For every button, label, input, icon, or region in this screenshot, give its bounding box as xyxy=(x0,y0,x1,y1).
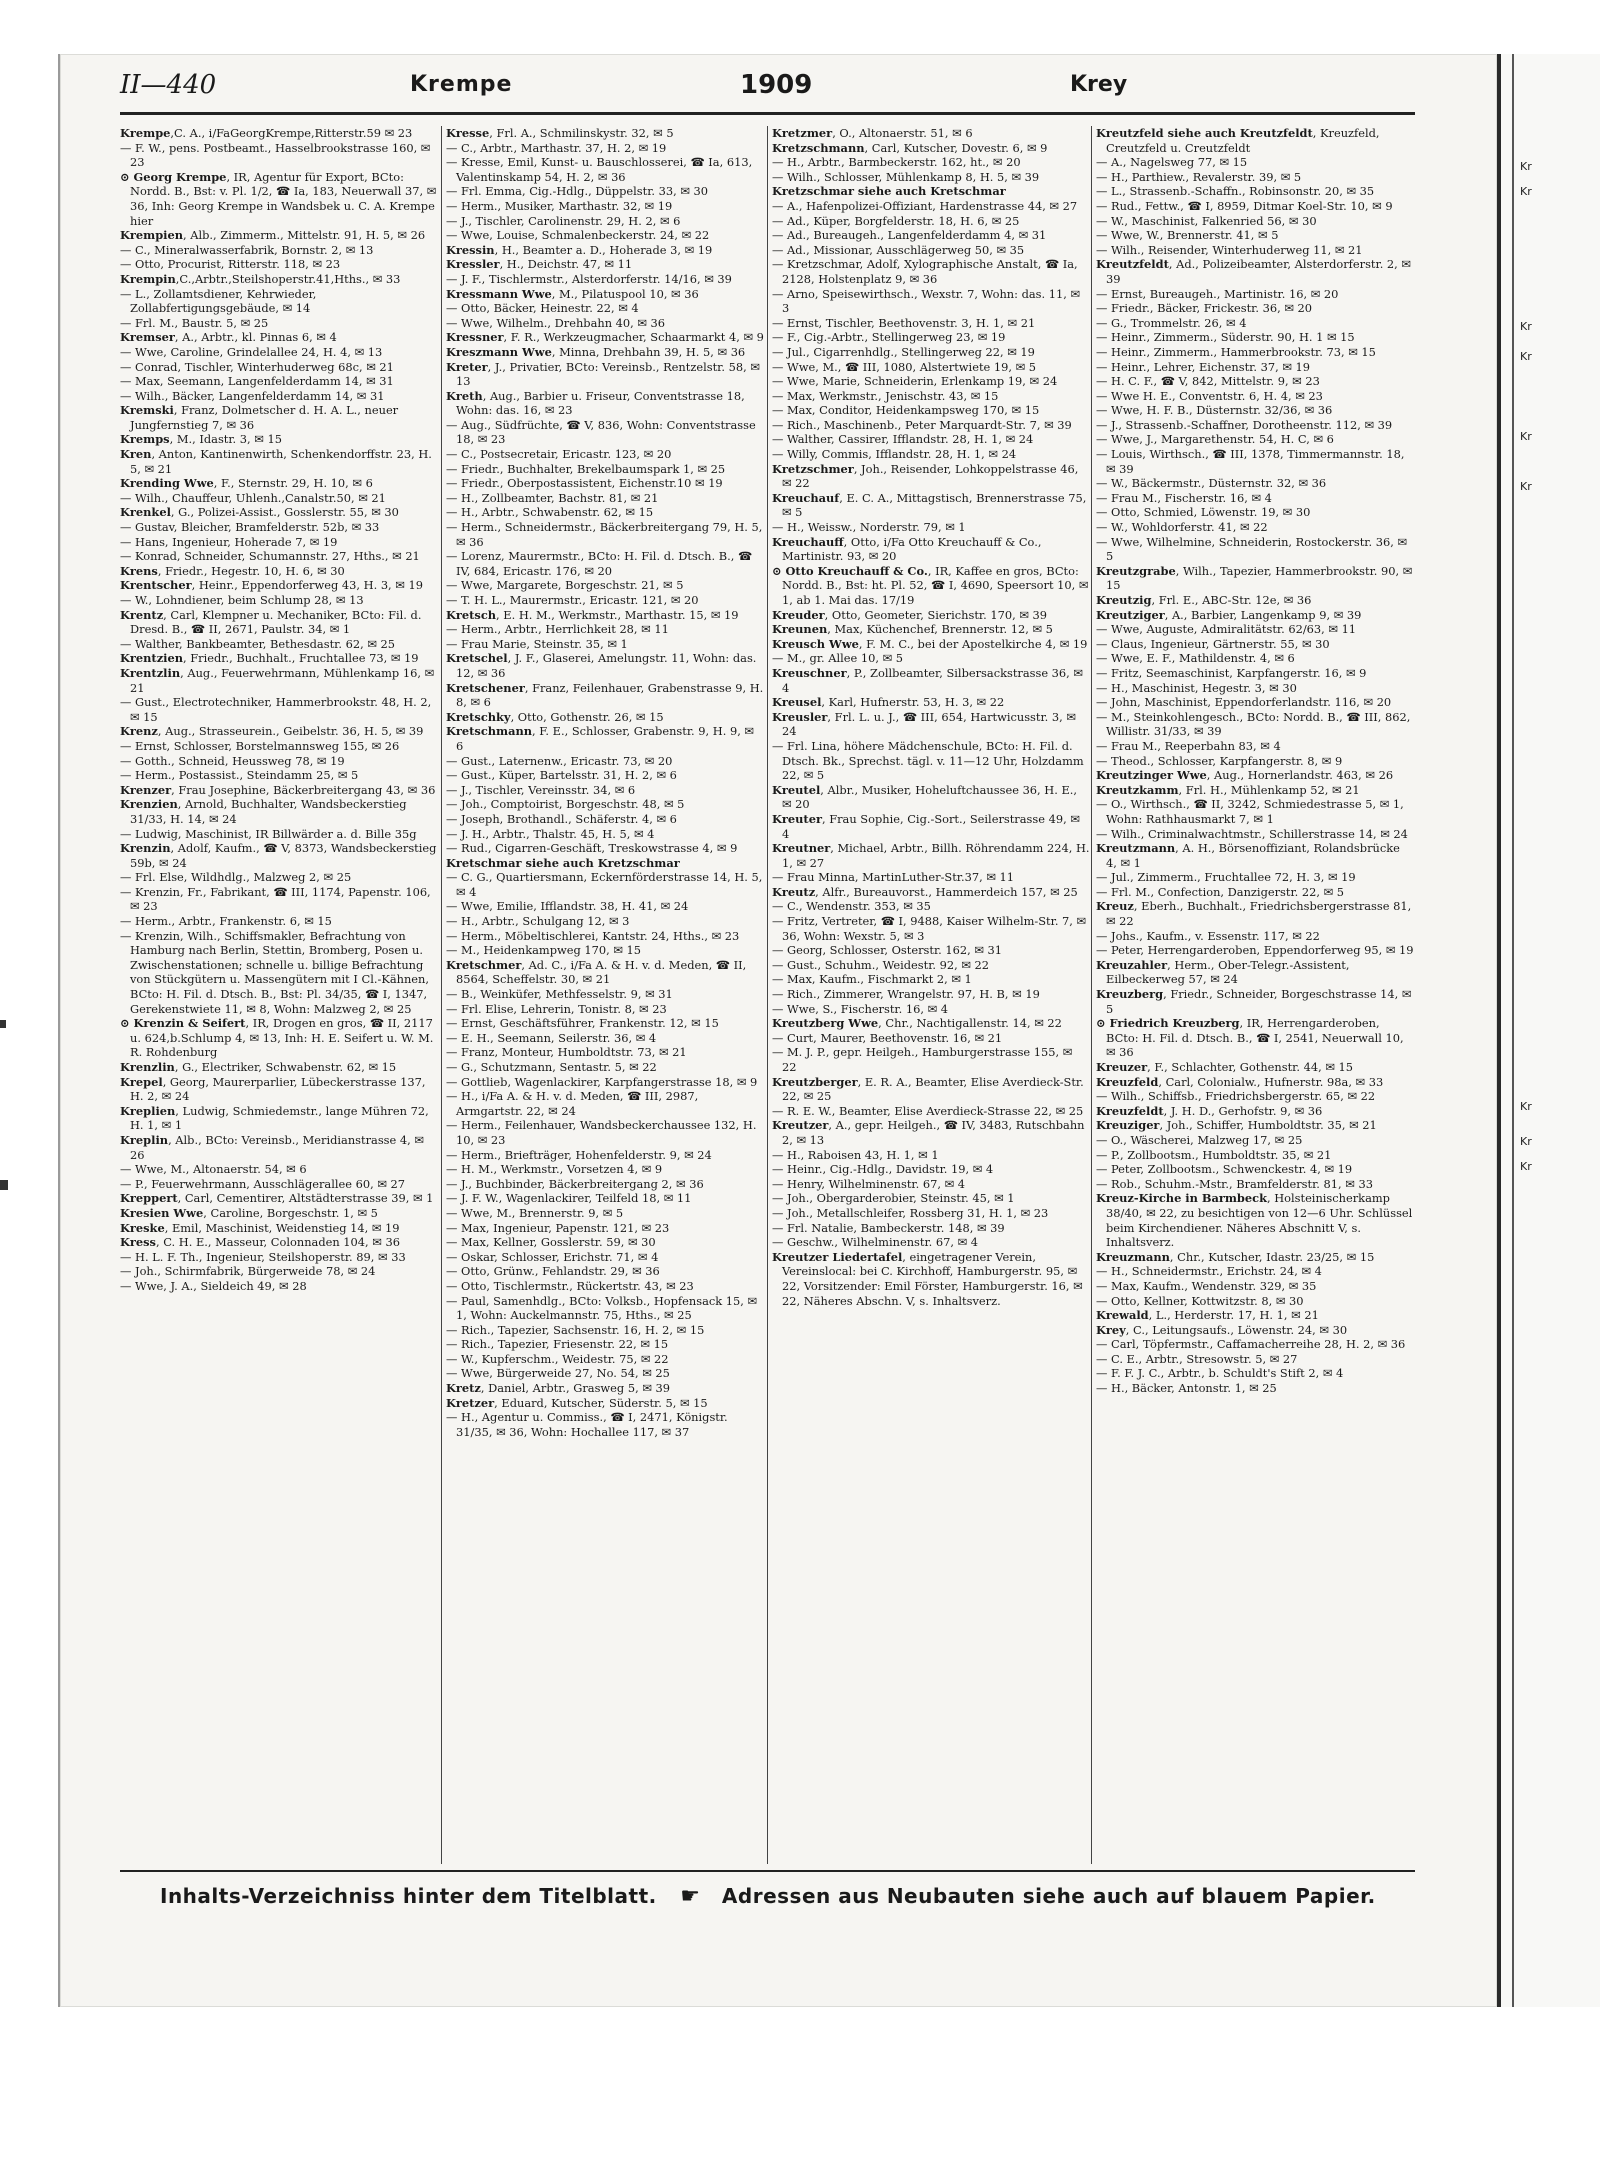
directory-entry: — H. C. F., ☎ V, 842, Mittelstr. 9, ✉ 23 xyxy=(1096,374,1320,389)
directory-entry: — Herm., Briefträger, Hohenfelderstr. 9, ✉ 24 xyxy=(446,1147,712,1162)
directory-entry: Kreuder, Otto, Geometer, Sierichstr. 170, ✉ 39 xyxy=(772,607,1047,622)
directory-entry: — M., gr. Allee 10, ✉ 5 xyxy=(772,651,904,666)
directory-entry: — Gotth., Schneid, Heussweg 78, ✉ 19 xyxy=(120,753,345,768)
directory-entry: — Friedr., Bäcker, Frickestr. 36, ✉ 20 xyxy=(1096,301,1312,316)
directory-entry: — Herm., Postassist., Steindamm 25, ✉ 5 xyxy=(120,768,359,783)
directory-entry: — Frl. Lina, höhere Mädchenschule, BCto: H. Fil. d. Dtsch. Bk., Sprechst. tägl. v. 11—12 Uhr, Holzdamm 22, ✉ 5 xyxy=(772,738,1084,783)
directory-entry: — Wilh., Schlosser, Mühlenkamp 8, H. 5, ✉ 39 xyxy=(772,169,1040,184)
directory-entry: — M., Steinkohlengesch., BCto: Nordd. B., ☎ III, 862, Willistr. 31/33, ✉ 39 xyxy=(1096,709,1411,739)
directory-entry: Krentz, Carl, Klempner u. Mechaniker, BCto: Fil. d. Dresd. B., ☎ II, 2671, Paulstr. 34, ✉ 1 xyxy=(120,607,422,637)
directory-entry: — Wwe, Bürgerweide 27, No. 54, ✉ 25 xyxy=(446,1366,670,1381)
directory-entry: — C., Wendenstr. 353, ✉ 35 xyxy=(772,899,931,914)
directory-entry: Kreutzer Liedertafel, eingetragener Verein, Vereinslocal: bei C. Kirchhoff, Hamburgerstr. 95, ✉ 22, Vorsitzender: Emil Förster, Hamburgerstr. 16, ✉ 22, Näheres Abschn. V, s. Inhaltsverz. xyxy=(772,1249,1083,1308)
directory-entry: Kreppert, Carl, Cementirer, Altstädterstrasse 39, ✉ 1 xyxy=(120,1191,434,1206)
directory-entry: — C. G., Quartiersmann, Eckernförderstrasse 14, H. 5, ✉ 4 xyxy=(446,870,763,899)
directory-entry: — Theod., Schlosser, Karpfangerstr. 8, ✉ 9 xyxy=(1096,753,1343,768)
page-fold-line xyxy=(1512,54,1514,2007)
directory-entry: Kreuz-Kirche in Barmbeck, Holsteinischerkamp 38/40, ✉ 22, zu besichtigen von 12—6 Uhr. Schlüssel beim Kirchendiener. Näheres Abschnitt V, s. Inhaltsverz. xyxy=(1096,1191,1413,1250)
directory-entry: ⊙ Friedrich Kreuzberg, IR, Herrengarderoben, BCto: H. Fil. d. Dtsch. B., ☎ I, 2541, Neuerwall 10, ✉ 36 xyxy=(1096,1016,1404,1060)
directory-entry: — Geschw., Wilhelminenstr. 67, ✉ 4 xyxy=(772,1235,979,1250)
directory-entry: — Gustav, Bleicher, Bramfelderstr. 52b, ✉ 33 xyxy=(120,520,380,535)
directory-entry: — Max, Kellner, Gosslerstr. 59, ✉ 30 xyxy=(446,1235,656,1250)
column-divider xyxy=(441,126,442,1864)
directory-entry: — Ad., Missionar, Ausschlägerweg 50, ✉ 35 xyxy=(772,242,1025,257)
directory-entry: Krentzien, Friedr., Buchhalt., Fruchtallee 73, ✉ 19 xyxy=(120,651,419,666)
directory-entry: — Ernst, Tischler, Beethovenstr. 3, H. 1, ✉ 21 xyxy=(772,315,1036,330)
directory-entry: — W., Wohldorferstr. 41, ✉ 22 xyxy=(1096,520,1268,535)
directory-entry: — Wilh., Chauffeur, Uhlenh.,Canalstr.50, ✉ 21 xyxy=(120,490,386,505)
directory-entry: — John, Maschinist, Eppendorferlandstr. 116, ✉ 20 xyxy=(1096,695,1392,710)
directory-entry: — P., Feuerwehrmann, Ausschlägerallee 60, ✉ 27 xyxy=(120,1176,406,1191)
edge-fragment: Kr xyxy=(1520,1160,1532,1173)
directory-entry: — Gust., Küper, Bartelsstr. 31, H. 2, ✉ 6 xyxy=(446,768,677,783)
directory-entry: — Otto, Grünw., Fehlandstr. 29, ✉ 36 xyxy=(446,1264,660,1279)
edge-fragment: Kr xyxy=(1520,1100,1532,1113)
directory-entry: Krenzlin, G., Electriker, Schwabenstr. 62, ✉ 15 xyxy=(120,1060,397,1074)
directory-entry: — Paul, Samenhdlg., BCto: Volksb., Hopfensack 15, ✉ 1, Wohn: Auckelmannstr. 75, Hths., ✉ 25 xyxy=(446,1293,758,1323)
directory-entry: — Ad., Küper, Borgfelderstr. 18, H. 6, ✉ 25 xyxy=(772,213,1020,228)
directory-entry: Kretschky, Otto, Gothenstr. 26, ✉ 15 xyxy=(446,709,664,724)
directory-entry: — M. J. P., gepr. Heilgeh., Hamburgerstrasse 155, ✉ 22 xyxy=(772,1045,1073,1074)
directory-entry: Kreuchauf, E. C. A., Mittagstisch, Brennerstrasse 75, ✉ 5 xyxy=(772,490,1087,520)
directory-entry: — Otto, Bäcker, Heinestr. 22, ✉ 4 xyxy=(446,301,639,316)
directory-entry: — Frl. Else, Wildhdlg., Malzweg 2, ✉ 25 xyxy=(120,870,352,885)
directory-entry: Kreutziger, A., Barbier, Langenkamp 9, ✉ 39 xyxy=(1096,607,1362,622)
directory-entry: — Joseph, Brothandl., Schäferstr. 4, ✉ 6 xyxy=(446,811,677,826)
directory-entry: — Otto, Kellner, Kottwitzstr. 8, ✉ 30 xyxy=(1096,1293,1304,1308)
directory-entry: — J., Tischler, Vereinsstr. 34, ✉ 6 xyxy=(446,782,636,797)
directory-entry: Kresse, Frl. A., Schmilinskystr. 32, ✉ 5 xyxy=(446,126,674,140)
directory-entry: Kreske, Emil, Maschinist, Weidenstieg 14, ✉ 19 xyxy=(120,1220,400,1235)
directory-entry: Krending Wwe, F., Sternstr. 29, H. 10, ✉ 6 xyxy=(120,476,373,491)
directory-entry: — Rud., Fettw., ☎ I, 8959, Ditmar Koel-Str. 10, ✉ 9 xyxy=(1096,198,1393,213)
edge-fragment: Kr xyxy=(1520,430,1532,443)
directory-entry: Kretzschmann, Carl, Kutscher, Dovestr. 6, ✉ 9 xyxy=(772,140,1048,155)
directory-entry: — Wwe, Emilie, Ifflandstr. 38, H. 41, ✉ 24 xyxy=(446,899,689,914)
directory-entry: — H. L. F. Th., Ingenieur, Steilshoperstr. 89, ✉ 33 xyxy=(120,1249,406,1264)
directory-column-2 xyxy=(446,126,764,1866)
edge-fragment: Kr xyxy=(1520,350,1532,363)
directory-entry: Krenkel, G., Polizei-Assist., Gosslerstr. 55, ✉ 30 xyxy=(120,505,399,520)
directory-entry: — Jul., Zimmerm., Fruchtallee 72, H. 3, ✉ 19 xyxy=(1096,870,1356,885)
directory-entry: — H., Arbtr., Schulgang 12, ✉ 3 xyxy=(446,914,630,929)
directory-entry: — L., Zollamtsdiener, Kehrwieder, Zollabfertigungsgebäude, ✉ 14 xyxy=(120,286,317,316)
directory-entry: Kretzschmar siehe auch Kretschmar xyxy=(772,184,1006,199)
directory-entry: Kretsch, E. H. M., Werkmstr., Marthastr. 15, ✉ 19 xyxy=(446,607,739,622)
directory-entry: — Fritz, Seemaschinist, Karpfangerstr. 16, ✉ 9 xyxy=(1096,665,1367,680)
directory-entry: Kreutzmann, A. H., Börsenoffiziant, Rolandsbrücke 4, ✉ 1 xyxy=(1096,841,1400,870)
directory-entry: — Gust., Laternenw., Ericastr. 73, ✉ 20 xyxy=(446,753,673,768)
directory-entry: — Frl. Elise, Lehrerin, Tonistr. 8, ✉ 23 xyxy=(446,1001,667,1016)
directory-entry: — Frau M., Fischerstr. 16, ✉ 4 xyxy=(1096,490,1272,505)
directory-entry: Kressin, H., Beamter a. D., Hoherade 3, ✉ 19 xyxy=(446,242,713,257)
directory-entry: — G., Schutzmann, Sentastr. 5, ✉ 22 xyxy=(446,1060,657,1074)
directory-entry: — Georg, Schlosser, Osterstr. 162, ✉ 31 xyxy=(772,943,1003,958)
directory-entry: — Herm., Arbtr., Herrlichkeit 28, ✉ 11 xyxy=(446,622,669,637)
directory-entry: Krens, Friedr., Hegestr. 10, H. 6, ✉ 30 xyxy=(120,563,345,578)
directory-entry: — Hans, Ingenieur, Hoherade 7, ✉ 19 xyxy=(120,534,338,549)
directory-entry: Kreth, Aug., Barbier u. Friseur, Conventstrasse 18, Wohn: das. 16, ✉ 23 xyxy=(446,388,745,418)
pointing-hand-icon: ☛ xyxy=(680,1884,701,1909)
directory-entry: — Joh., Comptoirist, Borgeschstr. 48, ✉ 5 xyxy=(446,797,685,812)
directory-entry: — H., Parthiew., Revalerstr. 39, ✉ 5 xyxy=(1096,169,1302,184)
directory-entry: — Wwe, Caroline, Grindelallee 24, H. 4, ✉ 13 xyxy=(120,344,383,359)
directory-entry: — H., Raboisen 43, H. 1, ✉ 1 xyxy=(772,1147,939,1162)
directory-entry: — H., i/Fa A. & H. v. d. Meden, ☎ III, 2987, Armgartstr. 22, ✉ 24 xyxy=(446,1089,699,1118)
footer-rule xyxy=(120,1870,1415,1872)
directory-entry: — Peter, Zollbootsm., Schwenckestr. 4, ✉ 19 xyxy=(1096,1162,1353,1177)
directory-entry: Kreusler, Frl. L. u. J., ☎ III, 654, Hartwicusstr. 3, ✉ 24 xyxy=(772,709,1076,739)
directory-entry: — Joh., Obergarderobier, Steinstr. 45, ✉ 1 xyxy=(772,1191,1015,1206)
directory-entry: Kressler, H., Deichstr. 47, ✉ 11 xyxy=(446,257,633,272)
directory-entry: Kressmann Wwe, M., Pilatuspool 10, ✉ 36 xyxy=(446,286,699,301)
directory-entry: — Lorenz, Maurermstr., BCto: H. Fil. d. Dtsch. B., ☎ IV, 684, Ericastr. 176, ✉ 20 xyxy=(446,549,753,578)
directory-entry: Kremski, Franz, Dolmetscher d. H. A. L., neuer Jungfernstieg 7, ✉ 36 xyxy=(120,403,399,432)
directory-entry: — P., Zollbootsm., Humboldtstr. 35, ✉ 21 xyxy=(1096,1147,1332,1162)
directory-entry: — Walther, Cassirer, Ifflandstr. 28, H. 1, ✉ 24 xyxy=(772,432,1034,447)
edge-fragment: Kr xyxy=(1520,185,1532,198)
directory-entry: — Rich., Maschinenb., Peter Marquardt-Str. 7, ✉ 39 xyxy=(772,417,1072,432)
directory-entry: — Ad., Bureaugeh., Langenfelderdamm 4, ✉ 31 xyxy=(772,228,1047,243)
directory-entry: — F. W., pens. Postbeamt., Hasselbrookstrasse 160, ✉ 23 xyxy=(120,140,431,170)
directory-entry: Kreutner, Michael, Arbtr., Billh. Röhrendamm 224, H. 1, ✉ 27 xyxy=(772,841,1090,870)
directory-entry: — Krenzin, Fr., Fabrikant, ☎ III, 1174, Papenstr. 106, ✉ 23 xyxy=(120,884,431,914)
margin-mark xyxy=(0,1180,8,1190)
directory-entry: — Johs., Kaufm., v. Essenstr. 117, ✉ 22 xyxy=(1096,928,1320,943)
directory-entry: — Herm., Möbeltischlerei, Kantstr. 24, Hths., ✉ 23 xyxy=(446,928,740,943)
directory-entry: — Kresse, Emil, Kunst- u. Bauschlosserei, ☎ Ia, 613, Valentinskamp 54, H. 2, ✉ 36 xyxy=(446,155,753,184)
directory-entry: — Otto, Procurist, Ritterstr. 118, ✉ 23 xyxy=(120,257,341,272)
directory-entry: — Gust., Schuhm., Weidestr. 92, ✉ 22 xyxy=(772,957,990,972)
header-year: 1909 xyxy=(740,70,813,100)
header-first-word: Krempe xyxy=(410,72,513,97)
directory-entry: — Peter, Herrengarderoben, Eppendorferweg 95, ✉ 19 xyxy=(1096,943,1414,958)
directory-entry: — Max, Kaufm., Wendenstr. 329, ✉ 35 xyxy=(1096,1278,1317,1293)
directory-entry: Kretschener, Franz, Feilenhauer, Grabenstrasse 9, H. 8, ✉ 6 xyxy=(446,680,764,710)
directory-entry: — Frl. M., Baustr. 5, ✉ 25 xyxy=(120,315,269,330)
directory-entry: — Oskar, Schlosser, Erichstr. 71, ✉ 4 xyxy=(446,1249,659,1264)
directory-entry: — T. H. L., Maurermstr., Ericastr. 121, ✉ 20 xyxy=(446,593,699,607)
directory-entry: Kreutzfeld siehe auch Kreutzfeldt, Kreuzfeld, Creutzfeld u. Creutzfeldt xyxy=(1096,126,1380,155)
directory-entry: — H., Arbtr., Barmbeckerstr. 162, ht., ✉ 20 xyxy=(772,155,1021,170)
directory-entry: Kreuschner, P., Zollbeamter, Silbersackstrasse 36, ✉ 4 xyxy=(772,665,1083,695)
directory-entry: — H., Bäcker, Antonstr. 1, ✉ 25 xyxy=(1096,1381,1277,1396)
directory-entry: — H., Weissw., Norderstr. 79, ✉ 1 xyxy=(772,520,966,535)
page-number: II—440 xyxy=(120,70,217,100)
directory-entry: Krey, C., Leitungsaufs., Löwenstr. 24, ✉ 30 xyxy=(1096,1322,1348,1337)
directory-entry: — Jul., Cigarrenhdlg., Stellingerweg 22, ✉ 19 xyxy=(772,344,1035,359)
directory-entry: — Joh., Metallschleifer, Rossberg 31, H. 1, ✉ 23 xyxy=(772,1205,1049,1220)
directory-entry: — Friedr., Oberpostassistent, Eichenstr.10 ✉ 19 xyxy=(446,476,723,491)
directory-entry: — Rich., Zimmerer, Wrangelstr. 97, H. B, ✉ 19 xyxy=(772,987,1040,1002)
directory-entry: — Ernst, Geschäftsführer, Frankenstr. 12, ✉ 15 xyxy=(446,1016,719,1031)
directory-entry: — H., Schneidermstr., Erichstr. 24, ✉ 4 xyxy=(1096,1264,1322,1279)
directory-entry: Kreutel, Albr., Musiker, Hoheluftchaussee 36, H. E., ✉ 20 xyxy=(772,782,1078,812)
directory-entry: — Frl. Emma, Cig.-Hdlg., Düppelstr. 33, ✉ 30 xyxy=(446,184,709,199)
edge-fragment: Kr xyxy=(1520,320,1532,333)
directory-entry: — Henry, Wilhelminenstr. 67, ✉ 4 xyxy=(772,1176,966,1191)
directory-entry: — Wwe, H. F. B., Düsternstr. 32/36, ✉ 36 xyxy=(1096,403,1333,418)
directory-entry: — Wilh., Criminalwachtmstr., Schillerstrasse 14, ✉ 24 xyxy=(1096,826,1408,841)
directory-entry: Kreutzberg Wwe, Chr., Nachtigallenstr. 14, ✉ 22 xyxy=(772,1016,1062,1031)
page-header xyxy=(120,66,1410,110)
directory-entry: — A., Hafenpolizei-Offiziant, Hardenstrasse 44, ✉ 27 xyxy=(772,198,1078,213)
directory-entry: — Arno, Speisewirthsch., Wexstr. 7, Wohn: das. 11, ✉ 3 xyxy=(772,286,1081,316)
directory-entry: — Conrad, Tischler, Winterhuderweg 68c, ✉ 21 xyxy=(120,359,394,374)
directory-entry: — F., Cig.-Arbtr., Stellingerweg 23, ✉ 19 xyxy=(772,330,1006,345)
directory-entry: — R. E. W., Beamter, Elise Averdieck-Strasse 22, ✉ 25 xyxy=(772,1103,1084,1118)
directory-entry: Kretzer, Eduard, Kutscher, Süderstr. 5, ✉ 15 xyxy=(446,1395,708,1410)
directory-entry: — W., Bäckermstr., Düsternstr. 32, ✉ 36 xyxy=(1096,476,1327,491)
directory-entry: Kreuz, Eberh., Buchhalt., Friedrichsbergerstrasse 81, ✉ 22 xyxy=(1096,899,1412,929)
directory-entry: — Curt, Maurer, Beethovenstr. 16, ✉ 21 xyxy=(772,1030,1003,1045)
footer-new-buildings-note: Adressen aus Neubauten siehe auch auf blauem Papier. xyxy=(721,1884,1376,1908)
directory-entry: — J., Tischler, Carolinenstr. 29, H. 2, ✉ 6 xyxy=(446,213,681,228)
directory-entry: Kreusch Wwe, F. M. C., bei der Apostelkirche 4, ✉ 19 xyxy=(772,636,1088,651)
directory-entry: Kreter, J., Privatier, BCto: Vereinsb., Rentzelstr. 58, ✉ 13 xyxy=(446,359,760,389)
directory-entry: Krempin,C.,Arbtr.,Steilshoperstr.41,Hths., ✉ 33 xyxy=(120,271,401,286)
directory-entry: — Gottlieb, Wagenlackirer, Karpfangerstrasse 18, ✉ 9 xyxy=(446,1074,758,1089)
directory-entry: — Frau Marie, Steinstr. 35, ✉ 1 xyxy=(446,636,628,651)
directory-entry: — C. E., Arbtr., Stresowstr. 5, ✉ 27 xyxy=(1096,1351,1298,1366)
directory-entry: — B., Weinküfer, Methfesselstr. 9, ✉ 31 xyxy=(446,987,673,1002)
directory-entry: Kreutzfeldt, Ad., Polizeibeamter, Alsterdorferstr. 2, ✉ 39 xyxy=(1096,257,1411,286)
directory-entry: Kreplin, Alb., BCto: Vereinsb., Meridianstrasse 4, ✉ 26 xyxy=(120,1132,424,1162)
directory-entry: Kremps, M., Idastr. 3, ✉ 15 xyxy=(120,432,282,447)
directory-entry: — Wwe, Louise, Schmalenbeckerstr. 24, ✉ 22 xyxy=(446,228,710,243)
directory-entry: — Heinr., Lehrer, Eichenstr. 37, ✉ 19 xyxy=(1096,359,1310,374)
directory-entry: — Fritz, Vertreter, ☎ I, 9488, Kaiser Wilhelm-Str. 7, ✉ 36, Wohn: Wexstr. 5, ✉ 3 xyxy=(772,914,1087,943)
directory-entry: — W., Lohndiener, beim Schlump 28, ✉ 13 xyxy=(120,593,364,607)
directory-entry: — Wwe, J. A., Sieldeich 49, ✉ 28 xyxy=(120,1278,307,1293)
directory-entry: Kreplien, Ludwig, Schmiedemstr., lange Mühren 72, H. 1, ✉ 1 xyxy=(120,1103,429,1133)
directory-entry: Kretschmann, F. E., Schlosser, Grabenstr. 9, H. 9, ✉ 6 xyxy=(446,724,754,753)
directory-entry: Kretschmar siehe auch Kretzschmar xyxy=(446,855,680,870)
column-divider xyxy=(1091,126,1092,1864)
directory-entry: — J., Buchbinder, Bäckerbreitergang 2, ✉ 36 xyxy=(446,1176,704,1191)
directory-entry: — Kretzschmar, Adolf, Xylographische Anstalt, ☎ Ia, 2128, Holstenplatz 9, ✉ 36 xyxy=(772,257,1078,286)
directory-entry: — Joh., Schirmfabrik, Bürgerweide 78, ✉ 24 xyxy=(120,1264,376,1279)
directory-entry: — O., Wäscherei, Malzweg 17, ✉ 25 xyxy=(1096,1132,1303,1147)
directory-entry: — Wwe, Margarete, Borgeschstr. 21, ✉ 5 xyxy=(446,578,684,593)
directory-entry: — Heinr., Zimmerm., Hammerbrookstr. 73, ✉ 15 xyxy=(1096,344,1376,359)
directory-entry: — Gust., Electrotechniker, Hammerbrookstr. 48, H. 2, ✉ 15 xyxy=(120,695,432,724)
edge-fragment: Kr xyxy=(1520,480,1532,493)
directory-entry: — A., Nagelsweg 77, ✉ 15 xyxy=(1096,155,1248,170)
footer-index-note: Inhalts-Verzeichniss hinter dem Titelblatt. xyxy=(160,1884,657,1908)
directory-entry: Kretzschmer, Joh., Reisender, Lohkoppelstrasse 46, ✉ 22 xyxy=(772,461,1079,491)
directory-entry: — J., Strassenb.-Schaffner, Dorotheenstr. 112, ✉ 39 xyxy=(1096,417,1393,432)
directory-entry: Krentzlin, Aug., Feuerwehrmann, Mühlenkamp 16, ✉ 21 xyxy=(120,665,435,695)
page-footer xyxy=(160,1884,1400,1909)
directory-entry: — Wwe, M., Brennerstr. 9, ✉ 5 xyxy=(446,1205,624,1220)
directory-entry: ⊙ Otto Kreuchauff & Co., IR, Kaffee en gros, BCto: Nordd. B., Bst: ht. Pl. 52, ☎ I, 4690, Speersort 10, ✉ 1, ab 1. Mai das. 17/19 xyxy=(772,563,1089,607)
directory-entry: — Claus, Ingenieur, Gärtnerstr. 55, ✉ 30 xyxy=(1096,636,1330,651)
directory-entry: — Frau Minna, MartinLuther-Str.37, ✉ 11 xyxy=(772,870,1015,885)
directory-entry: — Herm., Musiker, Marthastr. 32, ✉ 19 xyxy=(446,198,673,213)
directory-entry: Kreuzer, F., Schlachter, Gothenstr. 44, ✉ 15 xyxy=(1096,1060,1354,1074)
directory-entry: — H., Agentur u. Commiss., ☎ I, 2471, Königstr. 31/35, ✉ 36, Wohn: Hochallee 117, ✉ 37 xyxy=(446,1410,728,1439)
directory-entry: Kreutzkamm, Frl. H., Mühlenkamp 52, ✉ 21 xyxy=(1096,782,1360,797)
directory-entry: — Wwe, S., Fischerstr. 16, ✉ 4 xyxy=(772,1001,949,1016)
header-last-word: Krey xyxy=(1070,72,1128,97)
directory-entry: — Franz, Monteur, Humboldtstr. 73, ✉ 21 xyxy=(446,1045,687,1060)
directory-entry: — J. F. W., Wagenlackirer, Teilfeld 18, ✉ 11 xyxy=(446,1191,692,1206)
directory-entry: Kreutzig, Frl. E., ABC-Str. 12e, ✉ 36 xyxy=(1096,593,1312,607)
directory-entry: — H., Zollbeamter, Bachstr. 81, ✉ 21 xyxy=(446,490,659,505)
directory-entry: — Rich., Tapezier, Sachsenstr. 16, H. 2, ✉ 15 xyxy=(446,1322,705,1337)
directory-entry: — Herm., Schneidermstr., Bäckerbreitergang 79, H. 5, ✉ 36 xyxy=(446,520,763,549)
directory-entry: Kretschel, J. F., Glaserei, Amelungstr. 11, Wohn: das. 12, ✉ 36 xyxy=(446,651,757,680)
directory-entry: Kress, C. H. E., Masseur, Colonnaden 104, ✉ 36 xyxy=(120,1235,400,1250)
directory-entry: — Aug., Südfrüchte, ☎ V, 836, Wohn: Conventstrasse 18, ✉ 23 xyxy=(446,417,756,447)
directory-column-1 xyxy=(120,126,438,1866)
directory-entry: — Frau M., Reeperbahn 83, ✉ 4 xyxy=(1096,738,1281,753)
directory-entry: Kretschmer, Ad. C., i/Fa A. & H. v. d. Meden, ☎ II, 8564, Scheffelstr. 30, ✉ 21 xyxy=(446,957,747,987)
margin-mark xyxy=(0,1020,6,1028)
directory-entry: — Max, Werkmstr., Jenischstr. 43, ✉ 15 xyxy=(772,388,999,403)
directory-entry: — Frl. Natalie, Bambeckerstr. 148, ✉ 39 xyxy=(772,1220,1005,1235)
directory-entry: — Wwe, Auguste, Admiralitätstr. 62/63, ✉ 11 xyxy=(1096,622,1357,637)
directory-entry: — Wwe, M., ☎ III, 1080, Alstertwiete 19, ✉ 5 xyxy=(772,359,1037,374)
directory-entry: — W., Kupferschm., Weidestr. 75, ✉ 22 xyxy=(446,1351,669,1366)
directory-entry: — Carl, Töpfermstr., Caffamacherreihe 28, H. 2, ✉ 36 xyxy=(1096,1337,1406,1352)
directory-entry: Kreuziger, Joh., Schiffer, Humboldtstr. 35, ✉ 21 xyxy=(1096,1118,1377,1133)
directory-entry: — Wilh., Schiffsb., Friedrichsbergerstr. 65, ✉ 22 xyxy=(1096,1089,1376,1104)
directory-entry: — Krenzin, Wilh., Schiffsmakler, Befrachtung von Hamburg nach Berlin, Stettin, Bromberg, Posen u. Zwischenstationen; schnelle u. billige Befrachtung von Stückgütern u. Massengütern mit I Cl.-Kähnen, BCto: H. Fil. d. Dtsch. B., Bst: Pl. 34/35, ☎ I, 1347, Gerekenstwiete 11, ✉ 8, Wohn: Malzweg 2, ✉ 25 xyxy=(120,928,430,1016)
directory-entry: — Max, Seemann, Langenfelderdamm 14, ✉ 31 xyxy=(120,374,394,389)
directory-entry: — W., Maschinist, Falkenried 56, ✉ 30 xyxy=(1096,213,1317,228)
directory-entry: — Louis, Wirthsch., ☎ III, 1378, Timmermannstr. 18, ✉ 39 xyxy=(1096,447,1405,476)
directory-entry: Kreutz, Alfr., Bureauvorst., Hammerdeich 157, ✉ 25 xyxy=(772,884,1078,899)
directory-entry: — H., Maschinist, Hegestr. 3, ✉ 30 xyxy=(1096,680,1297,695)
directory-entry: — Wilh., Bäcker, Langenfelderdamm 14, ✉ 31 xyxy=(120,388,385,403)
directory-entry: — Herm., Arbtr., Frankenstr. 6, ✉ 15 xyxy=(120,914,332,929)
directory-entry: — O., Wirthsch., ☎ II, 3242, Schmiedestrasse 5, ✉ 1, Wohn: Rathhausmarkt 7, ✉ 1 xyxy=(1096,797,1404,826)
directory-entry: — Wwe, J., Margarethenstr. 54, H. C, ✉ 6 xyxy=(1096,432,1334,447)
directory-entry: — C., Postsecretair, Ericastr. 123, ✉ 20 xyxy=(446,447,672,462)
directory-entry: Krenzien, Arnold, Buchhalter, Wandsbeckerstieg 31/33, H. 14, ✉ 24 xyxy=(120,797,407,826)
directory-entry: Kreszmann Wwe, Minna, Drehbahn 39, H. 5, ✉ 36 xyxy=(446,344,746,359)
directory-entry: Kreuzahler, Herm., Ober-Telegr.-Assistent, Eilbeckerweg 57, ✉ 24 xyxy=(1096,957,1350,987)
directory-entry: Kreusel, Karl, Hufnerstr. 53, H. 3, ✉ 22 xyxy=(772,695,1005,710)
directory-entry: — Wwe, Marie, Schneiderin, Erlenkamp 19, ✉ 24 xyxy=(772,374,1058,389)
directory-entry: Kreutzberger, E. R. A., Beamter, Elise Averdieck-Str. 22, ✉ 25 xyxy=(772,1074,1084,1104)
edge-fragment: Kr xyxy=(1520,1135,1532,1148)
directory-entry: — Friedr., Buchhalter, Brekelbaumspark 1, ✉ 25 xyxy=(446,461,726,476)
directory-column-3 xyxy=(772,126,1090,1866)
directory-entry: — F. F. J. C., Arbtr., b. Schuldt's Stift 2, ✉ 4 xyxy=(1096,1366,1344,1381)
directory-entry: — Max, Kaufm., Fischmarkt 2, ✉ 1 xyxy=(772,972,972,987)
directory-entry: ⊙ Georg Krempe, IR, Agentur für Export, BCto: Nordd. B., Bst: v. Pl. 1/2, ☎ Ia, 183, Neuerwall 37, ✉ 36, Inh: Georg Krempe in Wandsbek u. C. A. Krempe hier xyxy=(120,169,437,228)
directory-entry: Kresien Wwe, Caroline, Borgeschstr. 1, ✉ 5 xyxy=(120,1205,378,1220)
directory-entry: Krenzin, Adolf, Kaufm., ☎ V, 8373, Wandsbeckerstieg 59b, ✉ 24 xyxy=(120,841,437,870)
directory-entry: Krenzer, Frau Josephine, Bäckerbreitergang 43, ✉ 36 xyxy=(120,782,436,797)
edge-fragment: Kr xyxy=(1520,160,1532,173)
directory-entry: — H. M., Werkmstr., Vorsetzen 4, ✉ 9 xyxy=(446,1162,663,1177)
directory-entry: — Ernst, Bureaugeh., Martinistr. 16, ✉ 20 xyxy=(1096,286,1339,301)
directory-entry: Krenz, Aug., Strasseurein., Geibelstr. 36, H. 5, ✉ 39 xyxy=(120,724,424,739)
directory-entry: Krempe,C. A., i/FaGeorgKrempe,Ritterstr.59 ✉ 23 xyxy=(120,126,413,140)
directory-entry: Krewald, L., Herderstr. 17, H. 1, ✉ 21 xyxy=(1096,1308,1319,1323)
column-divider xyxy=(767,126,768,1864)
directory-entry: — Heinr., Zimmerm., Süderstr. 90, H. 1 ✉ 15 xyxy=(1096,330,1355,345)
directory-entry: Kretz, Daniel, Arbtr., Grasweg 5, ✉ 39 xyxy=(446,1381,670,1396)
directory-entry: Kretzmer, O., Altonaerstr. 51, ✉ 6 xyxy=(772,126,973,140)
directory-entry: Krentscher, Heinr., Eppendorferweg 43, H. 3, ✉ 19 xyxy=(120,578,423,593)
directory-entry: Kren, Anton, Kantinenwirth, Schenkendorffstr. 23, H. 5, ✉ 21 xyxy=(120,447,432,476)
directory-entry: — Max, Conditor, Heidenkampsweg 170, ✉ 15 xyxy=(772,403,1040,418)
directory-entry: — Rud., Cigarren-Geschäft, Treskowstrasse 4, ✉ 9 xyxy=(446,841,738,856)
directory-entry: Krempien, Alb., Zimmerm., Mittelstr. 91, H. 5, ✉ 26 xyxy=(120,228,426,243)
directory-entry: — Max, Ingenieur, Papenstr. 121, ✉ 23 xyxy=(446,1220,670,1235)
directory-entry: — Wwe, M., Altonaerstr. 54, ✉ 6 xyxy=(120,1162,307,1177)
directory-entry: — Otto, Tischlermstr., Rückertstr. 43, ✉ 23 xyxy=(446,1278,694,1293)
directory-entry: — Walther, Bankbeamter, Bethesdastr. 62, ✉ 25 xyxy=(120,636,395,651)
header-rule xyxy=(120,112,1415,115)
directory-entry: Kreutzer, A., gepr. Heilgeh., ☎ IV, 3483, Rutschbahn 2, ✉ 13 xyxy=(772,1118,1085,1147)
directory-entry: — Wilh., Reisender, Winterhuderweg 11, ✉ 21 xyxy=(1096,242,1363,257)
directory-entry: Kreuchauff, Otto, i/Fa Otto Kreuchauff & Co., Martinistr. 93, ✉ 20 xyxy=(772,534,1042,564)
directory-entry: Kreutzgrabe, Wilh., Tapezier, Hammerbrookstr. 90, ✉ 15 xyxy=(1096,563,1413,593)
directory-entry: — C., Mineralwasserfabrik, Bornstr. 2, ✉ 13 xyxy=(120,242,374,257)
directory-entry: Kremser, A., Arbtr., kl. Pinnas 6, ✉ 4 xyxy=(120,330,337,345)
directory-entry: Kreunen, Max, Küchenchef, Brennerstr. 12, ✉ 5 xyxy=(772,622,1053,637)
directory-entry: — Wwe, W., Brennerstr. 41, ✉ 5 xyxy=(1096,228,1279,243)
directory-entry: — L., Strassenb.-Schaffn., Robinsonstr. 20, ✉ 35 xyxy=(1096,184,1375,199)
directory-entry: — H., Arbtr., Schwabenstr. 62, ✉ 15 xyxy=(446,505,654,520)
directory-entry: Kreuzmann, Chr., Kutscher, Idastr. 23/25, ✉ 15 xyxy=(1096,1249,1375,1264)
directory-entry: Krepel, Georg, Maurerparlier, Lübeckerstrasse 137, H. 2, ✉ 24 xyxy=(120,1074,426,1104)
directory-entry: Kressner, F. R., Werkzeugmacher, Schaarmarkt 4, ✉ 9 xyxy=(446,330,764,345)
directory-entry: — Ludwig, Maschinist, IR Billwärder a. d. Bille 35g xyxy=(120,826,417,841)
directory-entry: — G., Trommelstr. 26, ✉ 4 xyxy=(1096,315,1247,330)
directory-column-4 xyxy=(1096,126,1414,1866)
directory-entry: Kreuzfeld, Carl, Colonialw., Hufnerstr. 98a, ✉ 33 xyxy=(1096,1074,1384,1089)
directory-entry: — J. H., Arbtr., Thalstr. 45, H. 5, ✉ 4 xyxy=(446,826,655,841)
directory-entry: — E. H., Seemann, Seilerstr. 36, ✉ 4 xyxy=(446,1030,657,1045)
directory-entry: Kreutzinger Wwe, Aug., Hornerlandstr. 463, ✉ 26 xyxy=(1096,768,1394,783)
directory-entry: — Herm., Feilenhauer, Wandsbeckerchaussee 132, H. 10, ✉ 23 xyxy=(446,1118,757,1147)
directory-entry: — Rob., Schuhm.-Mstr., Bramfelderstr. 81, ✉ 33 xyxy=(1096,1176,1373,1191)
directory-entry: Kreuzberg, Friedr., Schneider, Borgeschstrasse 14, ✉ 5 xyxy=(1096,987,1412,1016)
directory-entry: — Wwe, Wilhelmine, Schneiderin, Rostockerstr. 36, ✉ 5 xyxy=(1096,534,1407,564)
directory-entry: — J. F., Tischlermstr., Alsterdorferstr. 14/16, ✉ 39 xyxy=(446,271,732,286)
directory-entry: — Otto, Schmied, Löwenstr. 19, ✉ 30 xyxy=(1096,505,1311,520)
directory-entry: ⊙ Krenzin & Seifert, IR, Drogen en gros, ☎ II, 2117 u. 624,b.Schlump 4, ✉ 13, Inh: H. E. Seifert u. W. M. R. Rohdenburg xyxy=(120,1016,434,1060)
directory-entry: — Heinr., Cig.-Hdlg., Davidstr. 19, ✉ 4 xyxy=(772,1162,994,1177)
directory-entry: — Wwe, Wilhelm., Drehbahn 40, ✉ 36 xyxy=(446,315,666,330)
directory-entry: — Wwe H. E., Conventstr. 6, H. 4, ✉ 23 xyxy=(1096,388,1323,403)
directory-entry: — Frl. M., Confection, Danzigerstr. 22, ✉ 5 xyxy=(1096,884,1345,899)
directory-entry: Kreuter, Frau Sophie, Cig.-Sort., Seilerstrasse 49, ✉ 4 xyxy=(772,811,1080,841)
directory-entry: — Konrad, Schneider, Schumannstr. 27, Hths., ✉ 21 xyxy=(120,549,420,564)
directory-entry: — C., Arbtr., Marthastr. 37, H. 2, ✉ 19 xyxy=(446,140,667,155)
directory-entry: — M., Heidenkampweg 170, ✉ 15 xyxy=(446,943,642,958)
directory-entry: — Ernst, Schlosser, Borstelmannsweg 155, ✉ 26 xyxy=(120,738,400,753)
directory-entry: Kreuzfeldt, J. H. D., Gerhofstr. 9, ✉ 36 xyxy=(1096,1103,1323,1118)
directory-entry: — Willy, Commis, Ifflandstr. 28, H. 1, ✉ 24 xyxy=(772,447,1017,462)
directory-entry: — Rich., Tapezier, Friesenstr. 22, ✉ 15 xyxy=(446,1337,669,1352)
directory-entry: — Wwe, E. F., Mathildenstr. 4, ✉ 6 xyxy=(1096,651,1295,666)
